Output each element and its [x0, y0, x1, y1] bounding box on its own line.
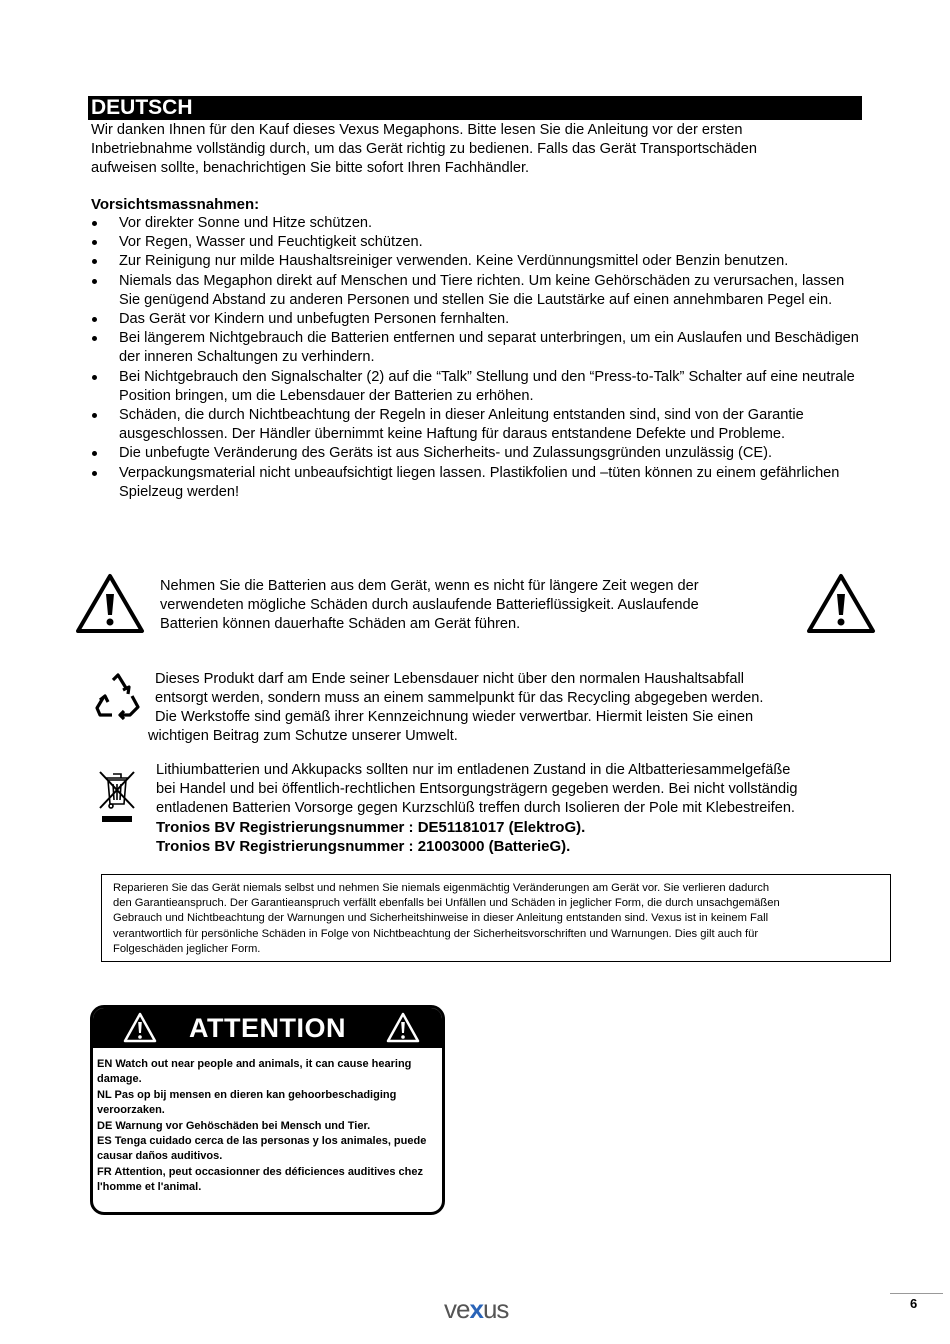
intro-line: Inbetriebnahme vollständig durch, um das Gerät richtig zu bedienen. Falls das Gerät Transportschäden: [91, 141, 758, 157]
attention-entry: [97, 1119, 436, 1134]
crossed-bin-icon: [98, 768, 136, 826]
recycling-line: Dieses Produkt darf am Ende seiner Lebensdauer nicht über den normalen Haushaltsabfall: [155, 671, 744, 687]
attention-body: [93, 1048, 442, 1196]
attention-entry: [97, 1057, 436, 1088]
language-code: FR: [97, 1165, 112, 1178]
attention-entry: [97, 1134, 436, 1165]
attention-text: Tenga cuidado cerca de las personas y los animales, puede causar daños auditivos.: [97, 1135, 427, 1163]
list-item: Das Gerät vor Kindern und unbefugten Personen fernhalten.: [91, 310, 866, 329]
warning-triangle-icon: [806, 572, 876, 634]
vexus-logo: [444, 1294, 508, 1325]
warning-triangle-icon: [123, 1012, 157, 1044]
warning-line: verwendeten mögliche Schäden durch auslaufende Batterieflüssigkeit. Auslaufende: [160, 597, 699, 613]
recycle-icon: [94, 672, 142, 720]
list-item: Vor direkter Sonne und Hitze schützen.: [91, 214, 866, 233]
registration-number: Tronios BV Registrierungsnummer : 21003000 (BatterieG).: [156, 838, 571, 855]
attention-text: Pas op bij mensen en dieren kan gehoorbeschadiging veroorzaken.: [97, 1088, 397, 1117]
list-item: Schäden, die durch Nichtbeachtung der Regeln in dieser Anleitung entstanden sind, sind von der Garantie ausgeschlossen. Der Händler übernimmt keine Haftung für daraus entstandene Defekte und Probleme.: [91, 406, 866, 444]
precautions-heading: Vorsichtsmassnahmen:: [91, 196, 260, 213]
warning-line: Nehmen Sie die Batterien aus dem Gerät, wenn es nicht für längere Zeit wegen der: [160, 578, 699, 594]
recycling-line: Die Werkstoffe sind gemäß ihrer Kennzeichnung wieder verwertbar. Hiermit leisten Sie einen: [155, 709, 754, 725]
attention-title: ATTENTION: [189, 1012, 346, 1043]
logo-part: ve: [444, 1294, 470, 1324]
disclaimer-line: Reparieren Sie das Gerät niemals selbst und nehmen Sie niemals eigenmächtig Veränderungen am Gerät vor. Sie verlieren dadurch: [113, 882, 770, 894]
disclaimer-box: [101, 874, 891, 962]
disclaimer-line: verantwortlich für persönliche Schäden in Folge von Nichtbeachtung der Sicherheitsvorschriften und Warnungen. Dies gilt auch für: [113, 927, 759, 940]
attention-entry: [97, 1088, 436, 1119]
battery-disposal-text: [156, 761, 866, 856]
attention-text: Warnung vor Gehöschäden bei Mensch und Tier.: [112, 1119, 371, 1132]
language-code: NL: [97, 1088, 112, 1101]
section-title: DEUTSCH: [88, 96, 862, 120]
list-item: Niemals das Megaphon direkt auf Menschen und Tiere richten. Um keine Gehörschäden zu verursachen, lassen Sie genügend Abstand zu anderen Personen und stellen Sie die Lautstärke auf einen annehmbaren Pegel ein.: [91, 272, 866, 310]
attention-text: Watch out near people and animals, it can cause hearing damage.: [97, 1058, 412, 1086]
list-item: Vor Regen, Wasser und Feuchtigkeit schützen.: [91, 233, 866, 252]
battery-line: entladenen Batterien Vorsorge gegen Kurzschlüß treffen durch Isolieren der Pole mit Klebestreifen.: [156, 800, 795, 816]
list-item: Zur Reinigung nur milde Haushaltsreiniger verwenden. Keine Verdünnungsmittel oder Benzin benutzen.: [91, 252, 866, 271]
battery-warning-text: [160, 577, 780, 634]
registration-number: Tronios BV Registrierungsnummer : DE51181017 (ElektroG).: [156, 819, 586, 836]
list-item: Verpackungsmaterial nicht unbeaufsichtigt liegen lassen. Plastikfolien und –tüten können zu einem gefährlichen Spielzeug werden!: [91, 464, 866, 502]
battery-line: bei Handel und bei öffentlich-rechtlichen Entsorgungsträgern gegeben werden. Bei nicht vollständig: [156, 781, 798, 797]
disclaimer-line: den Garantieanspruch. Der Garantieanspruch verfällt ebenfalls bei Unfällen und Schäden in jeglicher Form, die durch unsachgemäßen: [113, 897, 780, 910]
intro-line: aufweisen sollte, benachrichtigen Sie bitte sofort Ihren Fachhändler.: [91, 160, 530, 176]
intro-paragraph: [91, 121, 861, 178]
language-code: DE: [97, 1119, 113, 1132]
attention-label: [90, 1005, 445, 1215]
logo-part: us: [482, 1294, 509, 1324]
list-item: Die unbefugte Veränderung des Geräts ist aus Sicherheits- und Zulassungsgründen unzulässig (CE).: [91, 444, 866, 463]
warning-triangle-icon: [386, 1012, 420, 1044]
attention-header: [93, 1008, 442, 1048]
language-code: ES: [97, 1135, 112, 1148]
disclaimer-line: Gebrauch und Nichtbeachtung der Warnungen und Sicherheitshinweise in dieser Anleitung entstanden sind. Vexus ist in keinem Fall: [113, 912, 769, 925]
recycling-line: wichtigen Beitrag zum Schutze unserer Umwelt.: [148, 728, 458, 744]
warning-line: Batterien können dauerhafte Schäden am Gerät führen.: [160, 616, 521, 632]
recycling-line: entsorgt werden, sondern muss an einem sammelpunkt für das Recycling abgegeben werden.: [155, 690, 764, 706]
precautions-list: [91, 214, 866, 502]
intro-line: Wir danken Ihnen für den Kauf dieses Vexus Megaphons. Bitte lesen Sie die Anleitung vor der ersten: [91, 122, 743, 138]
page-number: 6: [910, 1296, 918, 1311]
recycling-text: [148, 670, 848, 746]
language-code: EN: [97, 1058, 113, 1070]
list-item: Bei längerem Nichtgebrauch die Batterien entfernen und separat unterbringen, um ein Auslaufen und Beschädigen der inneren Schaltungen zu verhindern.: [91, 329, 866, 367]
attention-entry: [97, 1165, 436, 1196]
attention-text: Attention, peut occasionner des déficiences auditives chez l'homme et l'animal.: [97, 1165, 424, 1194]
warning-triangle-icon: [75, 572, 145, 634]
page-number-rule: [890, 1293, 943, 1294]
battery-line: Lithiumbatterien und Akkupacks sollten nur im entladenen Zustand in die Altbatteriesammelgefäße: [156, 762, 791, 778]
disclaimer-line: Folgeschäden jeglicher Form.: [113, 942, 261, 955]
list-item: Bei Nichtgebrauch den Signalschalter (2) auf die “Talk” Stellung und den “Press-to-Talk” Schalter auf eine neutrale Position bringen, um die Lebensdauer der Batterien zu erhöhen.: [91, 368, 866, 406]
logo-part: x: [469, 1294, 483, 1324]
